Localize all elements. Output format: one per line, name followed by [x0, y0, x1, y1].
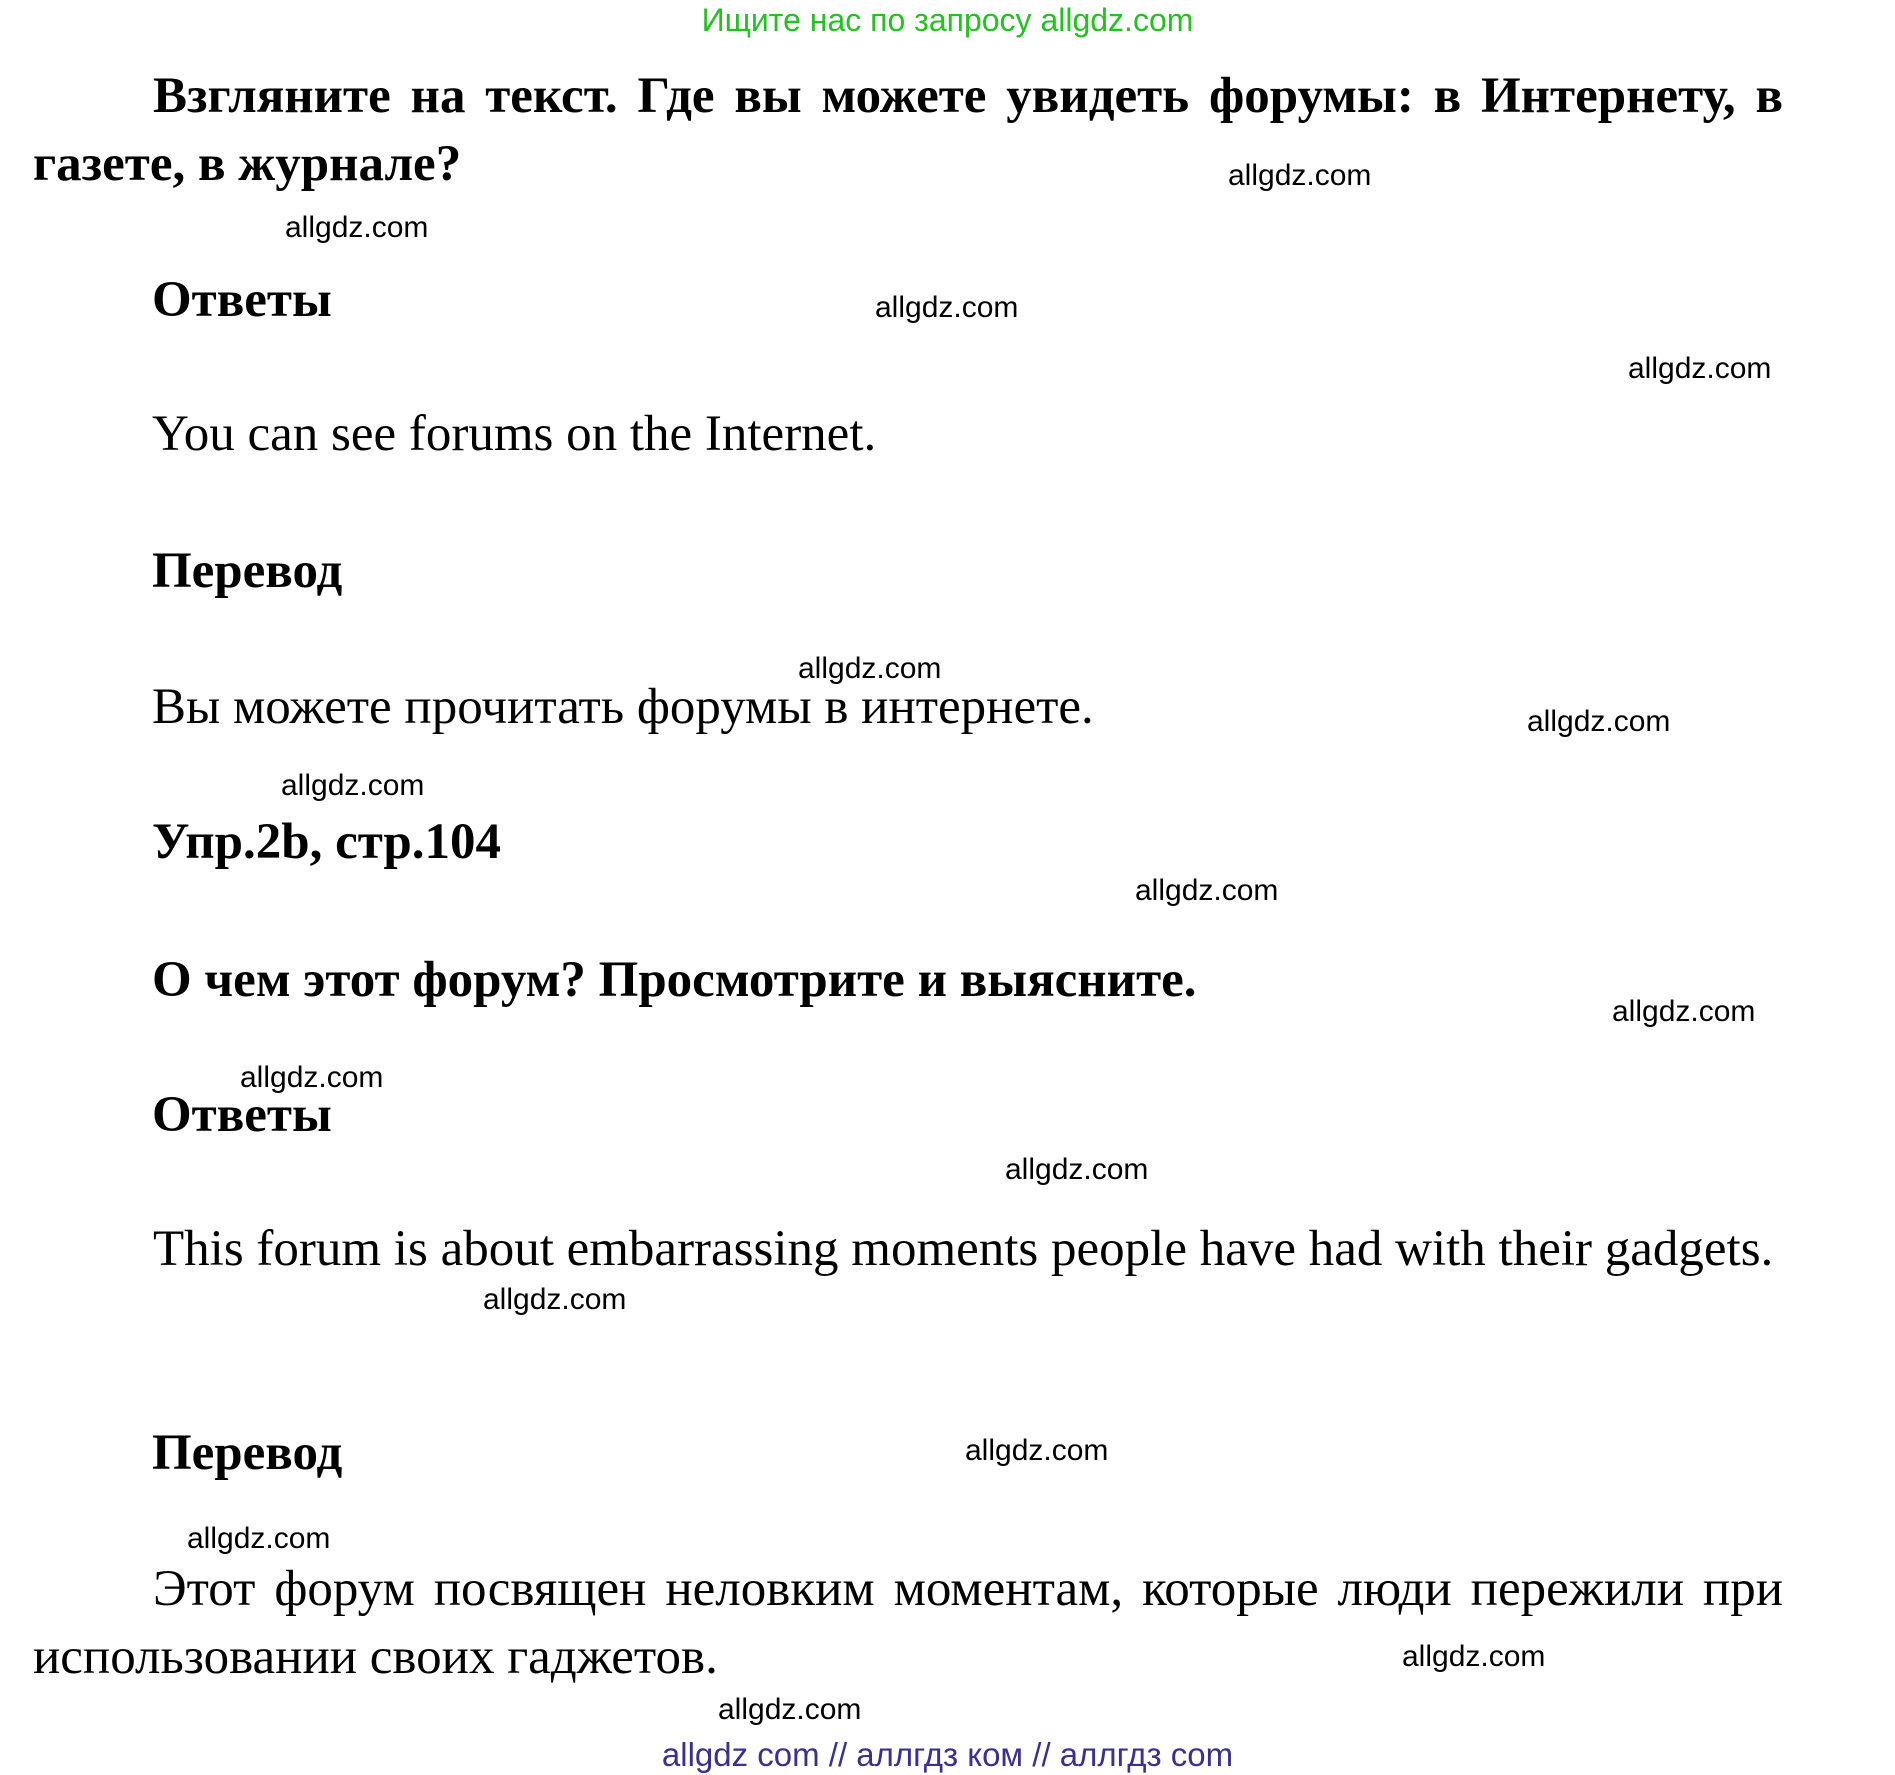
watermark: allgdz.com — [1612, 995, 1756, 1028]
watermark: allgdz.com — [798, 652, 942, 685]
question-1: Взгляните на текст. Где вы можете увидеть форумы: в Интернету, в газете, в журнале? — [33, 68, 1783, 192]
watermark: allgdz.com — [1402, 1640, 1546, 1673]
translation-heading-1: Перевод — [152, 543, 343, 599]
watermark: allgdz.com — [281, 769, 425, 802]
watermark: allgdz.com — [718, 1693, 862, 1726]
watermark: allgdz.com — [965, 1434, 1109, 1467]
watermark: allgdz.com — [1228, 159, 1372, 192]
translation-heading-2: Перевод — [152, 1425, 343, 1481]
answer-2: This forum is about embarrassing moments people have had with their gadgets. — [153, 1221, 1774, 1277]
watermark: allgdz.com — [187, 1522, 331, 1555]
watermark: allgdz.com — [483, 1283, 627, 1316]
watermark: allgdz.com — [1527, 705, 1671, 738]
footer-links[interactable]: allgdz com // аллгдз ком // аллгдз com — [661, 1736, 1234, 1773]
answer-1: You can see forums on the Internet. — [152, 406, 877, 462]
watermark: allgdz.com — [1135, 874, 1279, 907]
translation-2: Этот форум посвящен неловким моментам, которые люди пережили при использовании своих гаджетов. — [33, 1561, 1783, 1685]
watermark: allgdz.com — [875, 291, 1019, 324]
answers-heading-1: Ответы — [152, 272, 332, 328]
answers-heading-2: Ответы — [152, 1087, 332, 1143]
translation-1: Вы можете прочитать форумы в интернете. — [152, 679, 1094, 735]
watermark: allgdz.com — [240, 1061, 384, 1094]
watermark: allgdz.com — [1628, 352, 1772, 385]
watermark: allgdz.com — [1005, 1153, 1149, 1186]
top-banner: Ищите нас по запросу allgdz.com — [701, 2, 1194, 38]
watermark: allgdz.com — [285, 211, 429, 244]
question-2: О чем этот форум? Просмотрите и выясните. — [152, 952, 1197, 1008]
exercise-heading: Упр.2b, стр.104 — [152, 814, 502, 870]
